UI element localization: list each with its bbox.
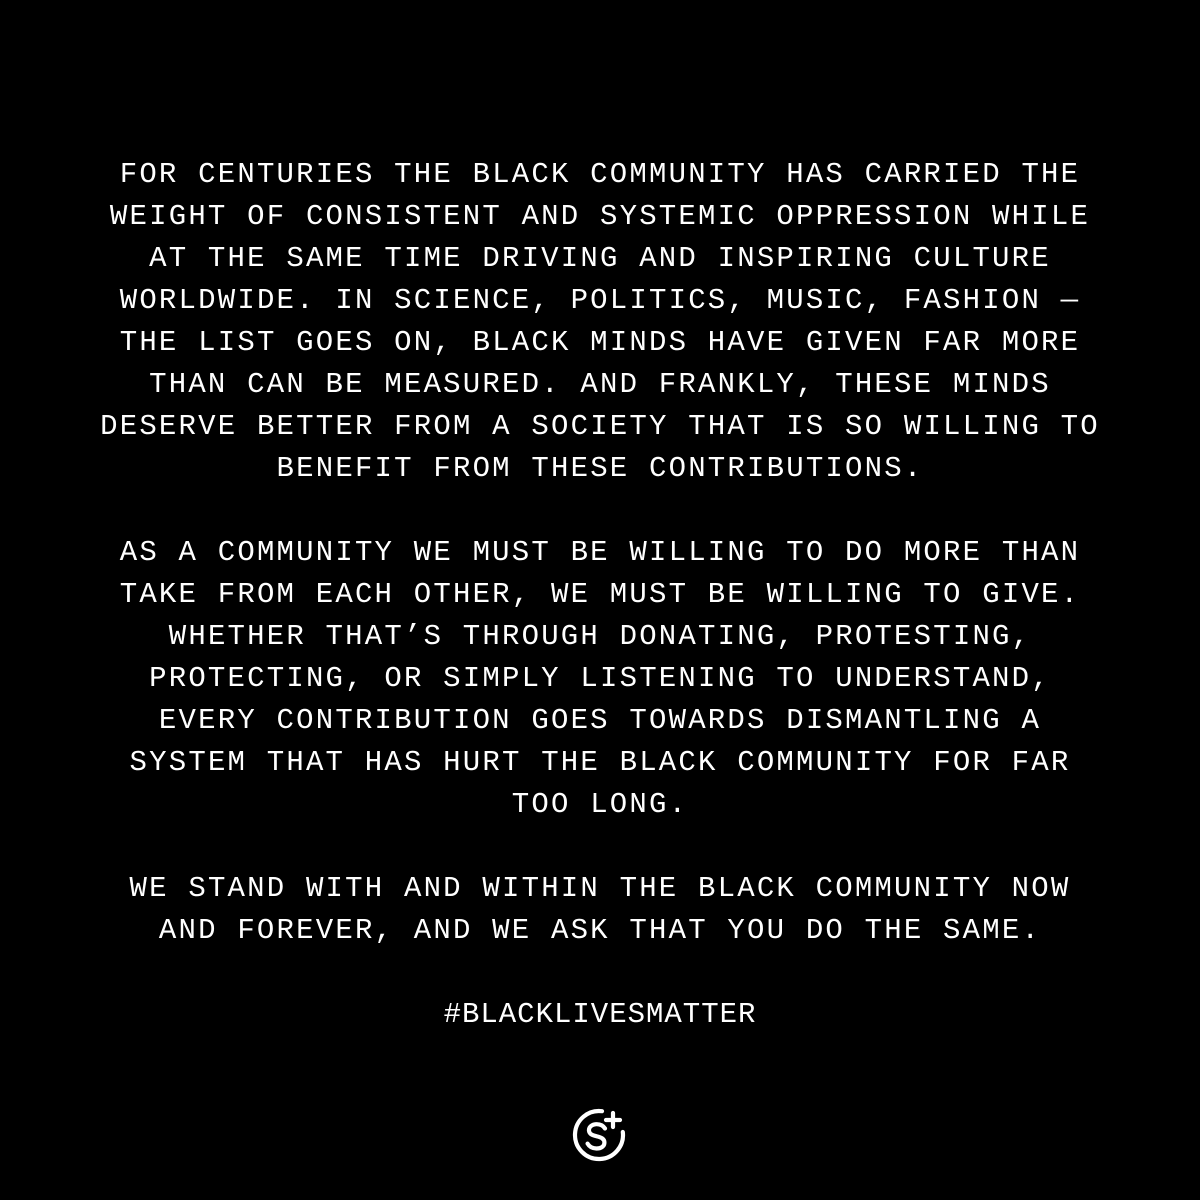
statement-line: THAN CAN BE MEASURED. AND FRANKLY, THESE MINDS bbox=[149, 368, 1051, 401]
statement-line: BENEFIT FROM THESE CONTRIBUTIONS. bbox=[276, 452, 924, 485]
statement-line: AS A COMMUNITY WE MUST BE WILLING TO DO MORE THAN bbox=[119, 536, 1081, 569]
statement-line: WORLDWIDE. IN SCIENCE, POLITICS, MUSIC, FASHION — bbox=[119, 284, 1081, 317]
statement-line: DESERVE BETTER FROM A SOCIETY THAT IS SO WILLING TO bbox=[100, 410, 1100, 443]
statement-line: EVERY CONTRIBUTION GOES TOWARDS DISMANTLING A bbox=[158, 704, 1042, 737]
paragraph-spacer bbox=[0, 952, 1200, 994]
statement-line: WHETHER THAT’S THROUGH DONATING, PROTESTING, bbox=[168, 620, 1032, 653]
statement-line: FOR CENTURIES THE BLACK COMMUNITY HAS CARRIED THE bbox=[119, 158, 1081, 191]
statement-line: AT THE SAME TIME DRIVING AND INSPIRING CULTURE bbox=[149, 242, 1051, 275]
statement bbox=[0, 154, 1200, 1036]
statement-line: WEIGHT OF CONSISTENT AND SYSTEMIC OPPRESSION WHILE bbox=[109, 200, 1091, 233]
paragraph-spacer bbox=[0, 490, 1200, 532]
statement-line: THE LIST GOES ON, BLACK MINDS HAVE GIVEN FAR MORE bbox=[119, 326, 1081, 359]
statement-line: WE STAND WITH AND WITHIN THE BLACK COMMUNITY NOW bbox=[129, 872, 1071, 905]
paragraph-1 bbox=[0, 154, 1200, 490]
statement-line: TAKE FROM EACH OTHER, WE MUST BE WILLING TO GIVE. bbox=[119, 578, 1081, 611]
paragraph-spacer bbox=[0, 826, 1200, 868]
s-plus-logo-icon bbox=[572, 1108, 626, 1162]
paragraph-2 bbox=[0, 532, 1200, 826]
statement-line: PROTECTING, OR SIMPLY LISTENING TO UNDERSTAND, bbox=[149, 662, 1051, 695]
statement-line: AND FOREVER, AND WE ASK THAT YOU DO THE SAME. bbox=[158, 914, 1042, 947]
hashtag: #BLACKLIVESMATTER bbox=[443, 998, 757, 1031]
paragraph-3 bbox=[0, 868, 1200, 952]
statement-line: TOO LONG. bbox=[511, 788, 689, 821]
statement-line: SYSTEM THAT HAS HURT THE BLACK COMMUNITY FOR FAR bbox=[129, 746, 1071, 779]
